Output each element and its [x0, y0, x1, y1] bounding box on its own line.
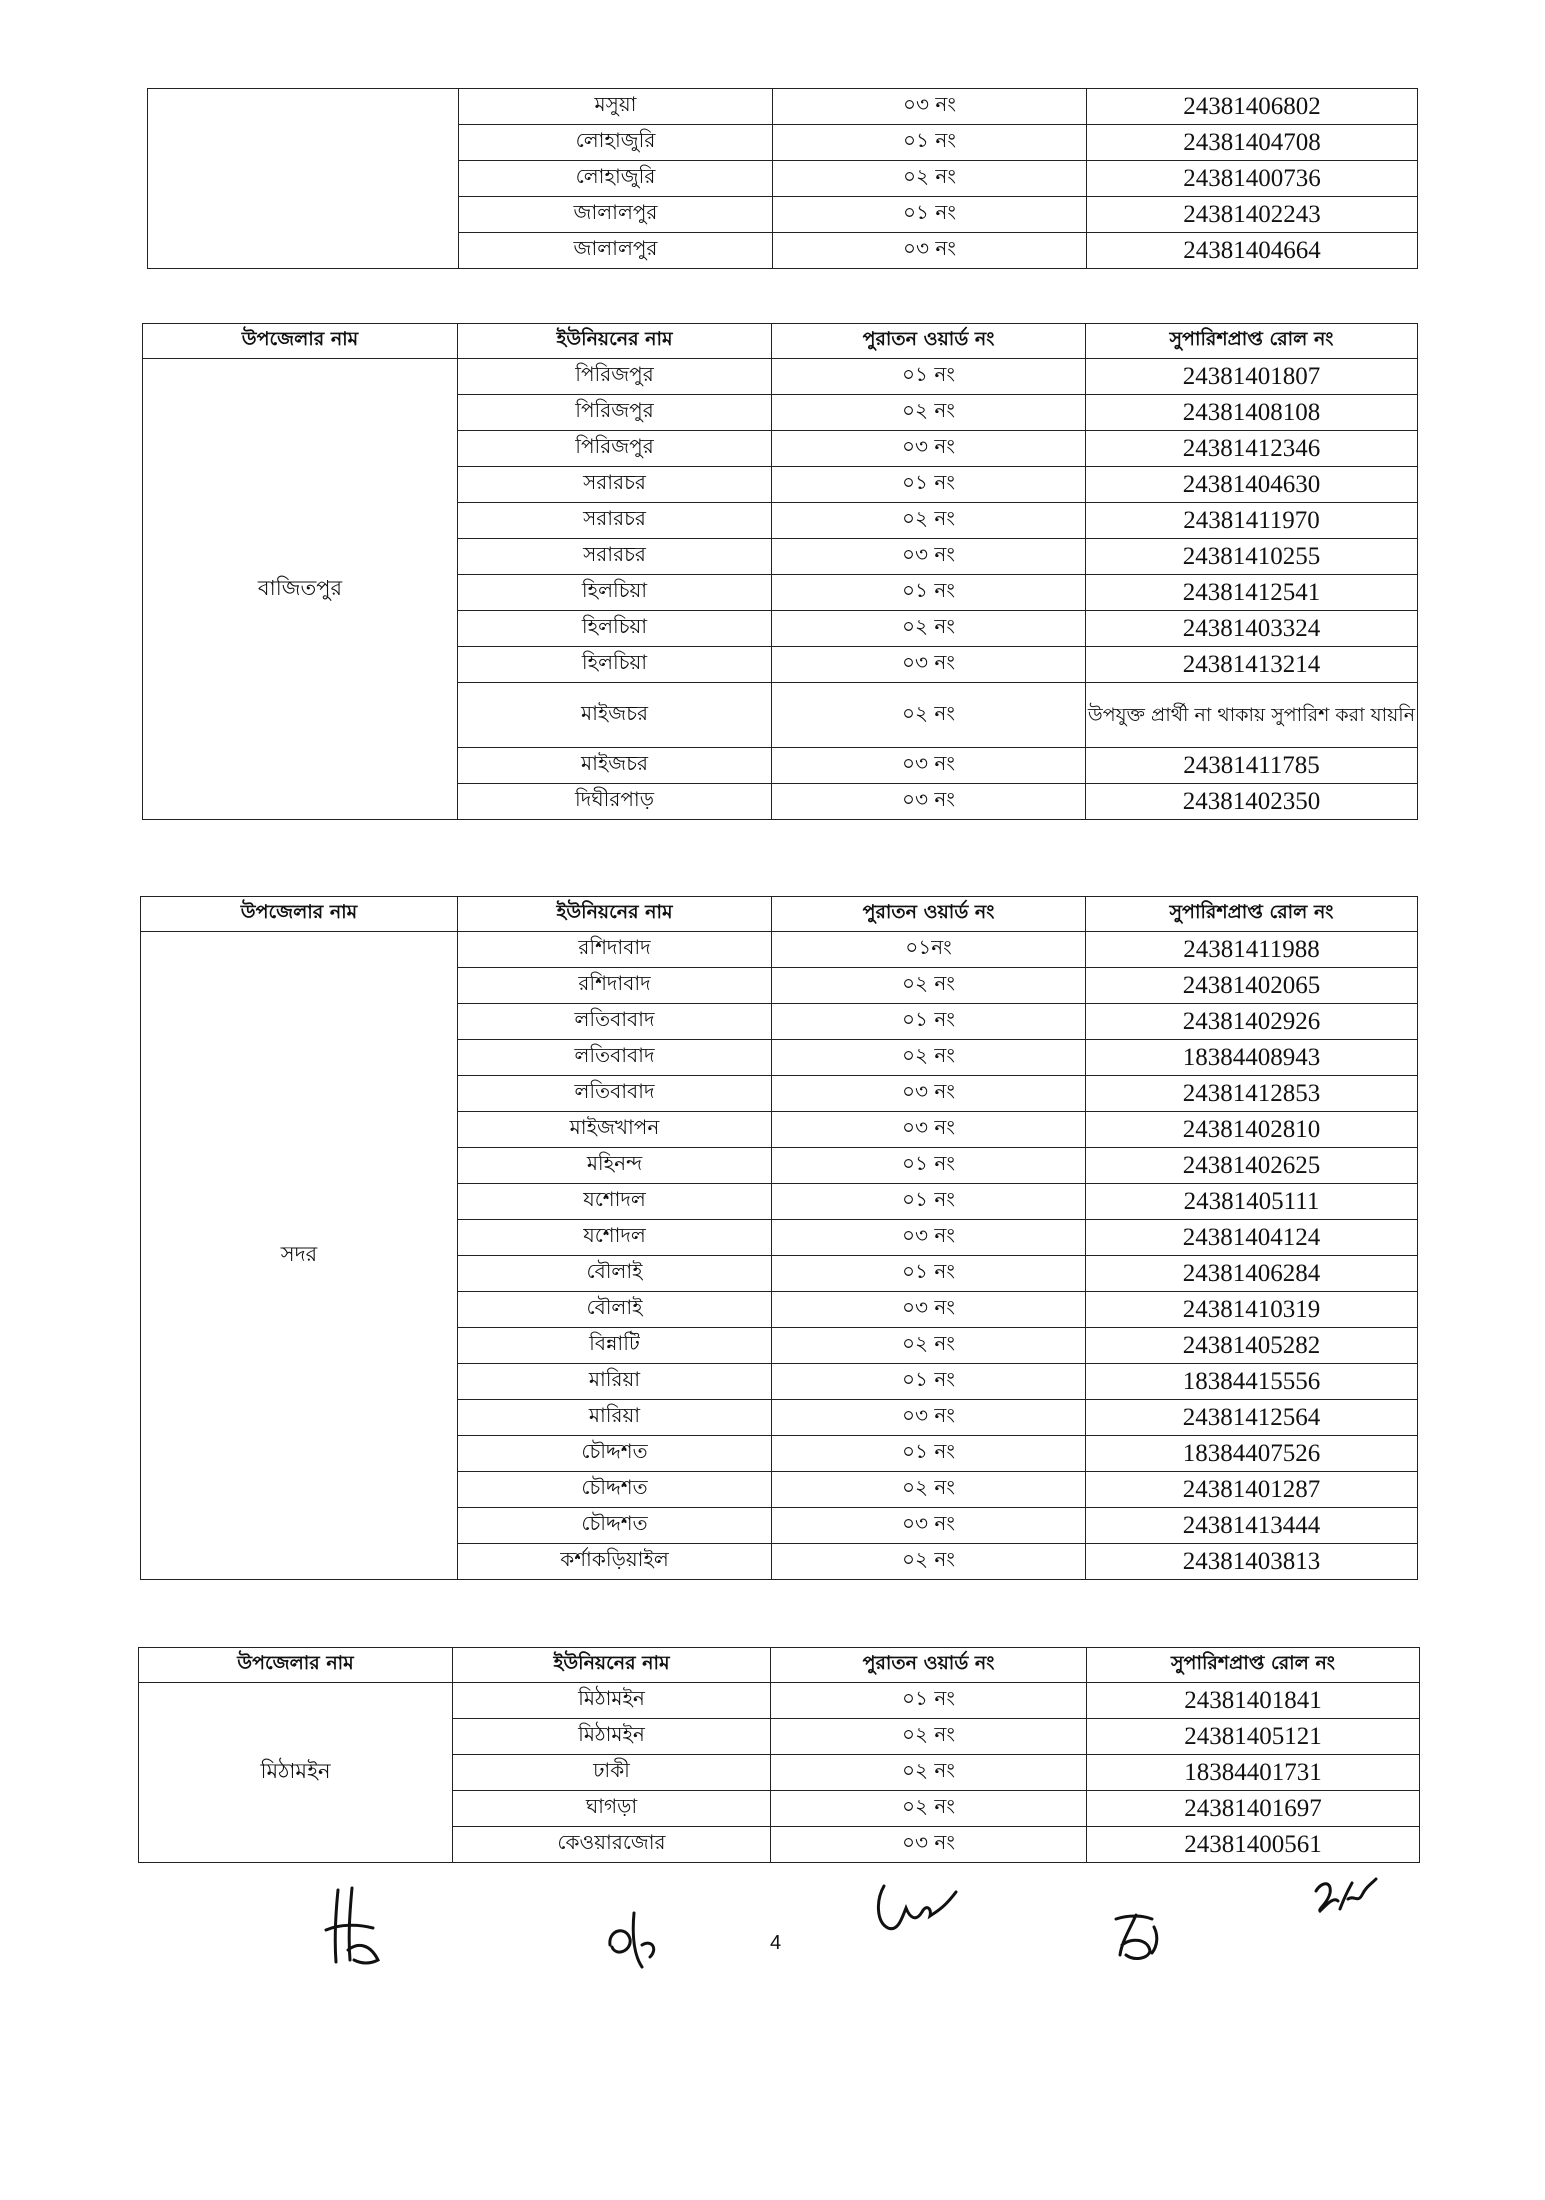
ward-cell: ০৩ নং [772, 539, 1086, 575]
ward-cell: ০১ নং [772, 1256, 1086, 1292]
ward-cell: ০২ নং [772, 968, 1086, 1004]
union-cell: লতিবাবাদ [458, 1076, 772, 1112]
roll-cell: 24381412564 [1086, 1400, 1418, 1436]
roll-cell: 24381400561 [1087, 1827, 1420, 1863]
union-cell: লোহাজুরি [459, 125, 773, 161]
union-cell: জালালপুর [459, 197, 773, 233]
roll-cell: 24381403324 [1086, 611, 1418, 647]
signature-2 [598, 1905, 668, 1975]
signature-3 [870, 1878, 965, 1938]
union-cell: যশোদল [458, 1184, 772, 1220]
signature-4 [1108, 1905, 1168, 1965]
ward-cell: ০২ নং [772, 1544, 1086, 1580]
ward-cell: ০১ নং [772, 1364, 1086, 1400]
union-cell: যশোদল [458, 1220, 772, 1256]
header-ward: পুরাতন ওয়ার্ড নং [772, 897, 1086, 932]
ward-cell: ০১ নং [773, 197, 1087, 233]
roll-cell: 24381402810 [1086, 1112, 1418, 1148]
roll-cell: 24381400736 [1087, 161, 1418, 197]
table-header-row [143, 324, 1418, 359]
roll-cell: 18384407526 [1086, 1436, 1418, 1472]
roll-cell: 24381401697 [1087, 1791, 1420, 1827]
roll-cell: 24381401287 [1086, 1472, 1418, 1508]
table-row [139, 1683, 1420, 1719]
union-cell: জালালপুর [459, 233, 773, 269]
union-cell: মিঠামইন [453, 1719, 771, 1755]
upazila-cell: সদর [141, 932, 458, 1580]
roll-cell: 24381411785 [1086, 748, 1418, 784]
ward-cell: ০২ নং [772, 395, 1086, 431]
ward-cell: ০৩ নং [772, 1076, 1086, 1112]
union-cell: বিন্নাটি [458, 1328, 772, 1364]
roll-cell: 24381402243 [1087, 197, 1418, 233]
union-cell: হিলচিয়া [458, 575, 772, 611]
ward-cell: ০২ নং [772, 1328, 1086, 1364]
roll-cell: 24381410319 [1086, 1292, 1418, 1328]
union-cell: লতিবাবাদ [458, 1004, 772, 1040]
union-cell: বৌলাই [458, 1292, 772, 1328]
union-cell: রশিদাবাদ [458, 932, 772, 968]
roll-cell: 24381402350 [1086, 784, 1418, 820]
roll-cell: 24381412346 [1086, 431, 1418, 467]
ward-cell: ০৩ নং [772, 1220, 1086, 1256]
ward-cell: ০১ নং [772, 467, 1086, 503]
header-upazila: উপজেলার নাম [139, 1648, 453, 1683]
table-row [143, 359, 1418, 395]
ward-cell: ০৩ নং [772, 1112, 1086, 1148]
ward-cell: ০১ নং [773, 125, 1087, 161]
ward-cell: ০২ নং [772, 611, 1086, 647]
union-cell: মসুয়া [459, 89, 773, 125]
roll-cell: 24381411988 [1086, 932, 1418, 968]
ward-cell: ০২ নং [772, 1040, 1086, 1076]
union-cell: মাইজচর [458, 748, 772, 784]
ward-cell: ০৩ নং [772, 784, 1086, 820]
ward-cell: ০৩ নং [771, 1827, 1087, 1863]
table-continuation [147, 88, 1418, 269]
union-cell: ঢাকী [453, 1755, 771, 1791]
union-cell: সরারচর [458, 539, 772, 575]
ward-cell: ০১ নং [771, 1683, 1087, 1719]
roll-cell: 24381403813 [1086, 1544, 1418, 1580]
ward-cell: ০১নং [772, 932, 1086, 968]
table-header-row [141, 897, 1418, 932]
ward-cell: ০৩ নং [772, 431, 1086, 467]
union-cell: চৌদ্দশত [458, 1508, 772, 1544]
union-cell: সরারচর [458, 503, 772, 539]
roll-cell: 18384415556 [1086, 1364, 1418, 1400]
table-mithamoin [138, 1647, 1420, 1863]
ward-cell: ০২ নং [772, 1472, 1086, 1508]
roll-cell: 24381404708 [1087, 125, 1418, 161]
ward-cell: ০১ নং [772, 1148, 1086, 1184]
union-cell: বৌলাই [458, 1256, 772, 1292]
roll-cell: 24381402625 [1086, 1148, 1418, 1184]
union-cell: হিলচিয়া [458, 611, 772, 647]
union-cell: কেওয়ারজোর [453, 1827, 771, 1863]
roll-cell: 24381410255 [1086, 539, 1418, 575]
union-cell: কর্শাকড়িয়াইল [458, 1544, 772, 1580]
ward-cell: ০২ নং [773, 161, 1087, 197]
union-cell: চৌদ্দশত [458, 1472, 772, 1508]
header-upazila: উপজেলার নাম [143, 324, 458, 359]
ward-cell: ০৩ নং [772, 1292, 1086, 1328]
ward-cell: ০২ নং [772, 503, 1086, 539]
header-roll: সুপারিশপ্রাপ্ত রোল নং [1087, 1648, 1420, 1683]
union-cell: পিরিজপুর [458, 395, 772, 431]
roll-cell: 24381405282 [1086, 1328, 1418, 1364]
ward-cell: ০২ নং [771, 1719, 1087, 1755]
roll-cell: 24381406284 [1086, 1256, 1418, 1292]
roll-cell: 24381411970 [1086, 503, 1418, 539]
roll-cell: 24381408108 [1086, 395, 1418, 431]
union-cell: পিরিজপুর [458, 359, 772, 395]
roll-cell: 24381412853 [1086, 1076, 1418, 1112]
ward-cell: ০১ নং [772, 575, 1086, 611]
ward-cell: ০১ নং [772, 1436, 1086, 1472]
upazila-cell: মিঠামইন [139, 1683, 453, 1863]
ward-cell: ০১ নং [772, 1004, 1086, 1040]
header-ward: পুরাতন ওয়ার্ড নং [772, 324, 1086, 359]
roll-note-cell: উপযুক্ত প্রার্থী না থাকায় সুপারিশ করা যায়নি [1086, 683, 1418, 748]
header-roll: সুপারিশপ্রাপ্ত রোল নং [1086, 324, 1418, 359]
roll-cell: 24381406802 [1087, 89, 1418, 125]
header-ward: পুরাতন ওয়ার্ড নং [771, 1648, 1087, 1683]
upazila-cell: বাজিতপুর [143, 359, 458, 820]
roll-cell: 24381404124 [1086, 1220, 1418, 1256]
header-union: ইউনিয়নের নাম [458, 897, 772, 932]
ward-cell: ০৩ নং [772, 647, 1086, 683]
ward-cell: ০১ নং [772, 359, 1086, 395]
header-union: ইউনিয়নের নাম [453, 1648, 771, 1683]
ward-cell: ০২ নং [772, 683, 1086, 748]
roll-cell: 24381402926 [1086, 1004, 1418, 1040]
union-cell: মিঠামইন [453, 1683, 771, 1719]
header-roll: সুপারিশপ্রাপ্ত রোল নং [1086, 897, 1418, 932]
roll-cell: 24381412541 [1086, 575, 1418, 611]
roll-cell: 24381402065 [1086, 968, 1418, 1004]
union-cell: মহিনন্দ [458, 1148, 772, 1184]
ward-cell: ০৩ নং [773, 233, 1087, 269]
union-cell: ঘাগড়া [453, 1791, 771, 1827]
signature-5 [1310, 1873, 1380, 1918]
roll-cell: 18384408943 [1086, 1040, 1418, 1076]
ward-cell: ০৩ নং [772, 1508, 1086, 1544]
table-bajitpur [142, 323, 1418, 820]
ward-cell: ০৩ নং [773, 89, 1087, 125]
roll-cell: 24381413214 [1086, 647, 1418, 683]
ward-cell: ০২ নং [771, 1791, 1087, 1827]
union-cell: মারিয়া [458, 1400, 772, 1436]
union-cell: হিলচিয়া [458, 647, 772, 683]
table-header-row [139, 1648, 1420, 1683]
table-sadar [140, 896, 1418, 1580]
roll-cell: 24381404664 [1087, 233, 1418, 269]
roll-cell: 24381413444 [1086, 1508, 1418, 1544]
upazila-cell [148, 89, 459, 269]
table-row [141, 932, 1418, 968]
union-cell: লতিবাবাদ [458, 1040, 772, 1076]
header-upazila: উপজেলার নাম [141, 897, 458, 932]
union-cell: মাইজচর [458, 683, 772, 748]
union-cell: রশিদাবাদ [458, 968, 772, 1004]
ward-cell: ০৩ নং [772, 748, 1086, 784]
roll-cell: 24381401841 [1087, 1683, 1420, 1719]
page-number: 4 [770, 1932, 782, 1954]
roll-cell: 24381405111 [1086, 1184, 1418, 1220]
ward-cell: ০২ নং [771, 1755, 1087, 1791]
union-cell: পিরিজপুর [458, 431, 772, 467]
union-cell: মারিয়া [458, 1364, 772, 1400]
union-cell: চৌদ্দশত [458, 1436, 772, 1472]
union-cell: সরারচর [458, 467, 772, 503]
header-union: ইউনিয়নের নাম [458, 324, 772, 359]
signature-1 [318, 1880, 388, 1970]
union-cell: লোহাজুরি [459, 161, 773, 197]
union-cell: মাইজখাপন [458, 1112, 772, 1148]
roll-cell: 24381404630 [1086, 467, 1418, 503]
roll-cell: 24381405121 [1087, 1719, 1420, 1755]
table-row [148, 89, 1418, 125]
roll-cell: 24381401807 [1086, 359, 1418, 395]
union-cell: দিঘীরপাড় [458, 784, 772, 820]
ward-cell: ০৩ নং [772, 1400, 1086, 1436]
ward-cell: ০১ নং [772, 1184, 1086, 1220]
roll-cell: 18384401731 [1087, 1755, 1420, 1791]
